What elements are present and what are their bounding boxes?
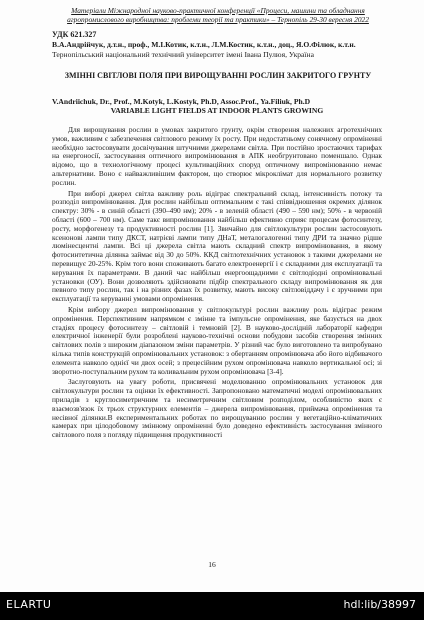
authors-en: V.Andriichuk, Dr., Prof., M.Kotyk, L.Kostyk, Ph.D, Assoc.Prof., Ya.Filiuk, Ph.D — [52, 97, 311, 106]
paragraph: Заслуговують на увагу роботи, присвячені моделюванню опромінювальних установок для світлокультури рослин та оцінки їх ефективності. Запропоновано математичні моделі опромінювальних приладів з круглосиметричним та несиметричним світловим розподілом, особливістю яких є взаємозв'язок їх трьох структурних елементів – джерела випромінювання, приймача опромінення та несівної ділянки.В експериментальних роботах по вирощуванню рослин у вегетаційно-кліматичних камерах при цілодобовому змінному опроміненні було доведено ефективність застосування змінного світлового поля з погляду підвищення продуктивності — [52, 377, 382, 440]
article-body — [52, 126, 382, 442]
title-ua: ЗМІННІ СВІТЛОВІ ПОЛЯ ПРИ ВИРОЩУВАННІ РОСЛИН ЗАКРИТОГО ГРУНТУ — [64, 71, 372, 80]
affiliation: Тернопільський національний технічний університет імені Івана Пулюя, Україна — [52, 50, 314, 59]
authors-ua: В.А.Андрійчук, д.т.н., проф., М.І.Котик, к.т.н., Л.М.Костик, к.т.н., доц., Я.О.Філюк, к.т.н. — [52, 40, 356, 49]
paragraph: Крім вибору джерел випромінювання у світлокультурі рослин важливу роль відіграє режим опромінення. Перспективним напрямком є змінне та імпульсне опромінення, яке базується на двох стадіях процесу фотосинтезу – світловій і темновій [2]. В науково-дослідній лабораторії кафедри електричної інженерії були розроблені науково-технічні основи побудови засобів створення змінних світлових полів з широким діапазоном зміни параметрів. У різний час було виготовлено та випробувано кілька типів конструкцій опромінювальних установок: з обертанням опромінювача або його відбивачого елемента навколо однієї чи двох осей; з прецесійним рухом опромінювача навколо вертикальної осі; зі зворотно-поступальним рухом та коливальним рухом опромінювача [3-4]. — [52, 304, 382, 376]
repository-name: ELARTU — [6, 598, 52, 611]
paragraph: При виборі джерел світла важливу роль відіграє спектральний склад, інтенсивність потоку та розподіл випромінювання. Для рослин найбільш оптимальним є такі співвідношення окремих ділянок спектру: 30% - в синій області (390–490 нм); 20% - в зеленій області (490 – 590 нм); 50% - в червоній області (600 – 700 нм). Саме такє випромінювання найбільш ефективно сприяє процесам фотосинтезу, росту, морфогенезу та продуктивності рослин [1]. Звичайно для світлокультури рослин застосовують ксенонові лампи типу ДКСТ, натрієві лампи типу ДНаТ, металогалогенні типу ДРИ та значно рідше люмінесцентні лампи. Всі ці джерела світла мають складний спектр випромінювання, в якому фотосинтетична ділянка займає від 30 до 50%. ККД світлотехнічних установок з такими джерелами не перевищує 20-25%. Крім того вони споживають багато електроенергії і є складними для експлуатації та керування їх параметрами. В даний час найбільш енергоощадними є світлодіодні опромінювальні установки (ОУ). Вони дозволяють здійснювати підбір спектрального складу випромінювання як для певного типу рослин, так і на різних фазах їх розвитку, мають високу світловіддачу і є зручними при експлуатації та керуванні умовами опромінення. — [52, 188, 382, 304]
handle-id: hdl:lib/38997 — [343, 598, 416, 611]
conference-header — [52, 6, 384, 24]
paragraph: Для вирощування рослин в умовах закритого грунту, окрім створення належних агротехнічних умов, важливим є забезпечення світлового режиму їх росту. При недостатньому сонячному опроміненні необхідно застосовувати досвічування штучними джерелами світла. При постійно зростаючих тарифах на енергоносії, застосування оптичного випромінювання в АПК необгрунтовано поменшало. Однак відомо, що в технологічному процесі культиваційних споруд оптичному випромінюванню немає альтернативи. Воно є найважливішим фактором, що створює мікроклімат для нормального розвитку рослин. — [52, 125, 382, 187]
header-line-2: агропромислового виробництва: проблеми теорії та практики» – Тернопіль 29-30 вересня 2022 — [67, 15, 369, 24]
header-line-1: Матеріали Міжнародної науково-практичної конференції «Процеси, машини та обладнання — [71, 6, 365, 15]
udk-code: УДК 621.327 — [52, 30, 97, 39]
page-number: 16 — [208, 560, 216, 569]
title-en: VARIABLE LIGHT FIELDS AT INDOOR PLANTS GROWING — [110, 106, 324, 115]
